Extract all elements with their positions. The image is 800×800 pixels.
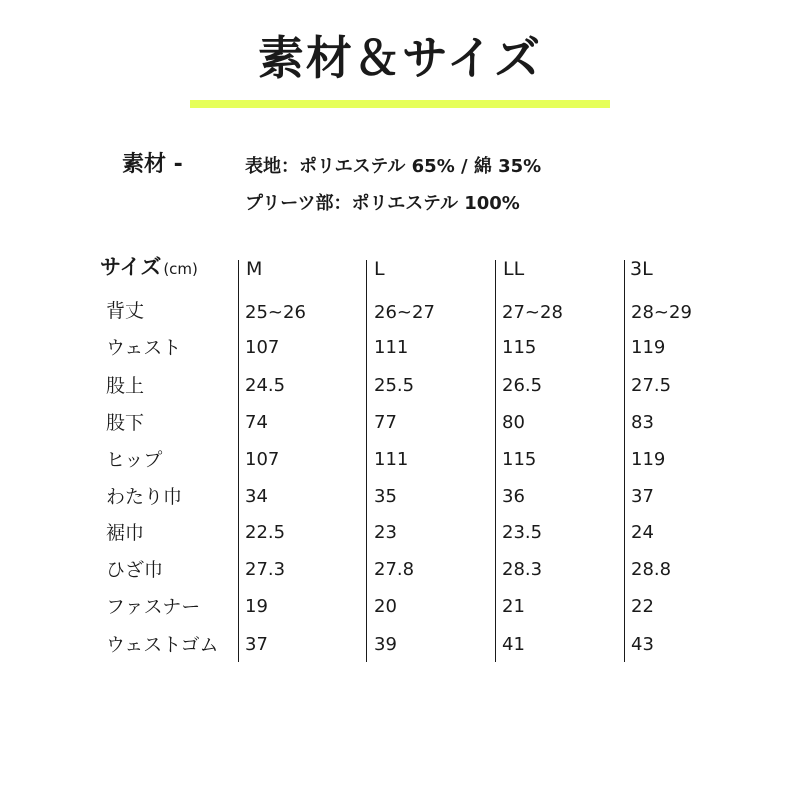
column-header-m: M bbox=[246, 258, 263, 280]
title-underline bbox=[190, 100, 610, 108]
row-label: 股上 bbox=[106, 375, 145, 397]
cell-l: 27.8 bbox=[374, 559, 415, 580]
cell-ll: 23.5 bbox=[502, 522, 543, 543]
cell-l: 111 bbox=[374, 449, 409, 470]
cell-m: 74 bbox=[245, 412, 268, 433]
column-divider-m bbox=[238, 260, 239, 662]
column-divider-ll bbox=[495, 260, 496, 662]
cell-l: 25.5 bbox=[374, 375, 415, 396]
cell-ll: 21 bbox=[502, 596, 525, 617]
cell-3l: 119 bbox=[631, 449, 666, 470]
cell-m: 107 bbox=[245, 449, 280, 470]
cell-m: 22.5 bbox=[245, 522, 286, 543]
cell-l: 35 bbox=[374, 486, 397, 507]
cell-3l: 83 bbox=[631, 412, 654, 433]
column-divider-l bbox=[366, 260, 367, 662]
cell-ll: 80 bbox=[502, 412, 525, 433]
row-label: 背丈 bbox=[106, 300, 145, 322]
row-label: ウェストゴム bbox=[106, 634, 219, 656]
cell-3l: 43 bbox=[631, 634, 654, 655]
material-pleat-fabric: プリーツ部：ポリエステル 100% bbox=[245, 193, 520, 214]
cell-m: 37 bbox=[245, 634, 268, 655]
cell-l: 77 bbox=[374, 412, 397, 433]
column-divider-3l bbox=[624, 260, 625, 662]
cell-m: 27.3 bbox=[245, 559, 286, 580]
column-header-3l: 3L bbox=[630, 258, 653, 280]
cell-ll: 27~28 bbox=[502, 302, 563, 323]
cell-ll: 36 bbox=[502, 486, 525, 507]
cell-ll: 41 bbox=[502, 634, 525, 655]
cell-m: 107 bbox=[245, 337, 280, 358]
cell-m: 24.5 bbox=[245, 375, 286, 396]
row-label: ファスナー bbox=[106, 596, 201, 618]
cell-ll: 115 bbox=[502, 449, 537, 470]
cell-ll: 28.3 bbox=[502, 559, 543, 580]
row-label: ひざ巾 bbox=[106, 559, 164, 581]
cell-m: 19 bbox=[245, 596, 268, 617]
size-heading-label: サイズ bbox=[100, 255, 162, 279]
cell-3l: 27.5 bbox=[631, 375, 672, 396]
cell-3l: 119 bbox=[631, 337, 666, 358]
material-label: 素材 - bbox=[122, 152, 183, 177]
cell-3l: 28.8 bbox=[631, 559, 672, 580]
cell-3l: 22 bbox=[631, 596, 654, 617]
column-header-l: L bbox=[374, 258, 385, 280]
page-title: 素材＆サイズ bbox=[257, 31, 543, 85]
size-heading bbox=[100, 253, 198, 283]
cell-ll: 115 bbox=[502, 337, 537, 358]
column-header-ll: LL bbox=[503, 258, 525, 280]
cell-ll: 26.5 bbox=[502, 375, 543, 396]
cell-l: 26~27 bbox=[374, 302, 435, 323]
cell-3l: 28~29 bbox=[631, 302, 692, 323]
cell-l: 23 bbox=[374, 522, 397, 543]
row-label: ヒップ bbox=[106, 449, 163, 471]
material-outer-fabric: 表地：ポリエステル 65% / 綿 35% bbox=[245, 156, 542, 177]
cell-m: 25~26 bbox=[245, 302, 306, 323]
cell-l: 20 bbox=[374, 596, 397, 617]
cell-l: 39 bbox=[374, 634, 397, 655]
cell-l: 111 bbox=[374, 337, 409, 358]
size-unit: (cm) bbox=[163, 260, 198, 278]
row-label: 裾巾 bbox=[106, 522, 145, 544]
row-label: 股下 bbox=[106, 412, 145, 434]
cell-3l: 24 bbox=[631, 522, 654, 543]
cell-3l: 37 bbox=[631, 486, 654, 507]
row-label: ウェスト bbox=[106, 337, 182, 359]
cell-m: 34 bbox=[245, 486, 268, 507]
row-label: わたり巾 bbox=[106, 486, 183, 508]
